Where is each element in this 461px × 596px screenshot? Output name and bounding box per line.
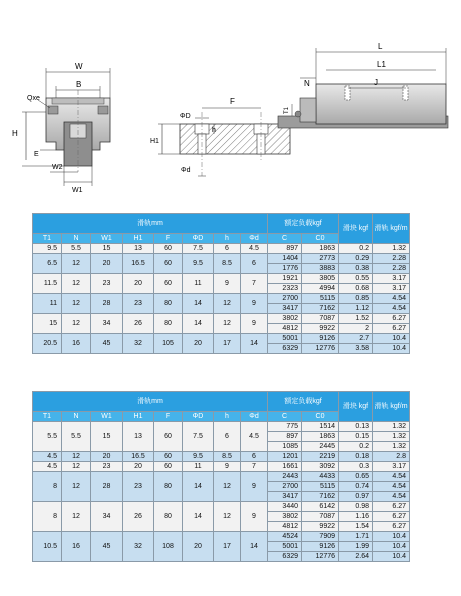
cell-f: 60 (154, 274, 183, 294)
cell-f: 105 (154, 334, 183, 354)
cell-rail-kgf: 2.28 (373, 254, 410, 264)
cell-block-kgf: 0.18 (339, 452, 373, 462)
cell-w1: 20 (91, 452, 123, 462)
cell-rail-kgf: 6.27 (373, 512, 410, 522)
col-header: T1 (33, 412, 62, 422)
cell-rail-kgf: 1.32 (373, 244, 410, 254)
cell-d: 20 (183, 334, 214, 354)
table-row (33, 274, 410, 284)
cell-d: 14 (183, 294, 214, 314)
load-header: 额定负载kgf (268, 214, 339, 234)
cell-c: 2323 (268, 284, 302, 294)
col-header: Φd (241, 234, 268, 244)
cell-c0: 4994 (302, 284, 339, 294)
col-header: W1 (91, 234, 123, 244)
rail-mm-header: 滑轨mm (33, 214, 268, 234)
cell-rail-kgf: 10.4 (373, 552, 410, 562)
table-row (33, 334, 410, 344)
cell-n: 12 (62, 452, 91, 462)
col-header: F (154, 412, 183, 422)
cell-c: 1201 (268, 452, 302, 462)
cell-block-kgf: 0.68 (339, 284, 373, 294)
label-L: L (378, 42, 383, 51)
cell-h: 12 (214, 294, 241, 314)
cell-d: 20 (183, 532, 214, 562)
cell-c0: 7162 (302, 492, 339, 502)
cell-t1: 4.5 (33, 462, 62, 472)
cell-f: 108 (154, 532, 183, 562)
cell-d: 7.5 (183, 422, 214, 452)
cell-d: 9 (241, 472, 268, 502)
cell-c: 3417 (268, 492, 302, 502)
cell-c: 5001 (268, 334, 302, 344)
cell-t1: 11 (33, 294, 62, 314)
cell-c0: 4433 (302, 472, 339, 482)
cell-block-kgf: 0.98 (339, 502, 373, 512)
cell-block-kgf: 0.2 (339, 244, 373, 254)
cell-h1: 13 (123, 244, 154, 254)
cell-d: 14 (183, 472, 214, 502)
cell-h1: 23 (123, 294, 154, 314)
cell-c: 1921 (268, 274, 302, 284)
cell-c0: 9922 (302, 522, 339, 532)
rail-weight-header: 滑轨 kgf/m (373, 392, 410, 422)
cell-c: 4812 (268, 324, 302, 334)
cell-c: 1085 (268, 442, 302, 452)
cell-c0: 7909 (302, 532, 339, 542)
cell-block-kgf: 0.2 (339, 442, 373, 452)
col-header: C (268, 234, 302, 244)
table-row (33, 502, 410, 512)
cell-block-kgf: 2.64 (339, 552, 373, 562)
cell-rail-kgf: 2.8 (373, 452, 410, 462)
label-N: N (304, 79, 310, 88)
cell-block-kgf: 0.13 (339, 422, 373, 432)
cell-h1: 32 (123, 334, 154, 354)
cell-rail-kgf: 6.27 (373, 502, 410, 512)
cell-block-kgf: 0.15 (339, 432, 373, 442)
cell-rail-kgf: 4.54 (373, 304, 410, 314)
cell-f: 80 (154, 502, 183, 532)
col-header: ΦD (183, 412, 214, 422)
cell-n: 12 (62, 314, 91, 334)
cell-n: 12 (62, 472, 91, 502)
label-phiD: ΦD (180, 113, 191, 120)
cell-h1: 13 (123, 422, 154, 452)
cell-w1: 23 (91, 462, 123, 472)
col-header: H1 (123, 412, 154, 422)
cell-block-kgf: 1.54 (339, 522, 373, 532)
table-row (33, 472, 410, 482)
cell-c: 4812 (268, 522, 302, 532)
side-view (278, 42, 448, 128)
cell-f: 80 (154, 472, 183, 502)
table-title-row (33, 392, 410, 412)
cell-h: 17 (214, 334, 241, 354)
cell-d: 14 (183, 502, 214, 532)
label-W2: W2 (52, 164, 63, 171)
cell-d: 9.5 (183, 452, 214, 462)
cell-c: 775 (268, 422, 302, 432)
cell-c: 3802 (268, 314, 302, 324)
cell-rail-kgf: 1.32 (373, 422, 410, 432)
cell-d: 7.5 (183, 244, 214, 254)
cell-c0: 7087 (302, 512, 339, 522)
cell-c: 6329 (268, 344, 302, 354)
cell-f: 60 (154, 452, 183, 462)
col-header: C (268, 412, 302, 422)
cell-rail-kgf: 10.4 (373, 334, 410, 344)
cell-f: 60 (154, 462, 183, 472)
cell-h1: 16.5 (123, 452, 154, 462)
cell-c0: 3883 (302, 264, 339, 274)
cell-block-kgf: 0.29 (339, 254, 373, 264)
cell-c0: 1514 (302, 422, 339, 432)
cell-rail-kgf: 4.54 (373, 294, 410, 304)
cell-d: 14 (241, 532, 268, 562)
table-title-row (33, 214, 410, 234)
col-header: h (214, 412, 241, 422)
cell-rail-kgf: 10.4 (373, 542, 410, 552)
cell-d: 4.5 (241, 422, 268, 452)
cell-c0: 3092 (302, 462, 339, 472)
cell-rail-kgf: 6.27 (373, 324, 410, 334)
cell-rail-kgf: 4.54 (373, 482, 410, 492)
label-T1: T1 (284, 106, 290, 114)
col-header: W1 (91, 412, 123, 422)
col-header: C0 (302, 412, 339, 422)
cell-c0: 9922 (302, 324, 339, 334)
cell-c0: 9126 (302, 542, 339, 552)
cell-h1: 26 (123, 502, 154, 532)
table1-body (33, 244, 410, 354)
cell-block-kgf: 3.58 (339, 344, 373, 354)
cell-d: 9 (241, 294, 268, 314)
cell-d: 7 (241, 274, 268, 294)
cell-c0: 7162 (302, 304, 339, 314)
cell-t1: 8 (33, 502, 62, 532)
cell-t1: 11.5 (33, 274, 62, 294)
col-header: T1 (33, 234, 62, 244)
cell-h: 9 (214, 462, 241, 472)
cell-rail-kgf: 4.54 (373, 492, 410, 502)
cell-rail-kgf: 6.27 (373, 314, 410, 324)
cell-c0: 2219 (302, 452, 339, 462)
cell-rail-kgf: 1.32 (373, 432, 410, 442)
cell-rail-kgf: 10.4 (373, 532, 410, 542)
cell-n: 12 (62, 294, 91, 314)
cell-c: 1776 (268, 264, 302, 274)
table-row (33, 462, 410, 472)
cell-block-kgf: 1.99 (339, 542, 373, 552)
cell-n: 12 (62, 462, 91, 472)
rail-weight-header: 滑轨 kgf/m (373, 214, 410, 244)
cell-block-kgf: 1.52 (339, 314, 373, 324)
col-header: h (214, 234, 241, 244)
cell-block-kgf: 1.12 (339, 304, 373, 314)
label-h: h (212, 127, 216, 134)
cell-c0: 6142 (302, 502, 339, 512)
cell-rail-kgf: 3.17 (373, 284, 410, 294)
cell-c: 5001 (268, 542, 302, 552)
cell-n: 12 (62, 274, 91, 294)
table2-body (33, 422, 410, 562)
cell-c0: 1863 (302, 432, 339, 442)
cell-c0: 7087 (302, 314, 339, 324)
cell-h: 17 (214, 532, 241, 562)
cell-n: 16 (62, 532, 91, 562)
cell-h1: 16.5 (123, 254, 154, 274)
cell-h: 6 (214, 244, 241, 254)
cell-f: 60 (154, 254, 183, 274)
col-header: Φd (241, 412, 268, 422)
cell-c0: 12776 (302, 552, 339, 562)
label-F: F (230, 97, 235, 106)
cell-rail-kgf: 3.17 (373, 274, 410, 284)
cell-c0: 2445 (302, 442, 339, 452)
cell-rail-kgf: 6.27 (373, 522, 410, 532)
cell-c: 897 (268, 244, 302, 254)
load-header: 额定负载kgf (268, 392, 339, 412)
cell-c: 1404 (268, 254, 302, 264)
cell-t1: 20.5 (33, 334, 62, 354)
end-view (12, 62, 110, 194)
cell-c: 6329 (268, 552, 302, 562)
label-phid: Φd (181, 167, 191, 174)
cell-h: 12 (214, 502, 241, 532)
cell-c0: 2773 (302, 254, 339, 264)
cell-n: 5.5 (62, 244, 91, 254)
cell-h: 9 (214, 274, 241, 294)
table-row (33, 532, 410, 542)
cell-d: 4.5 (241, 244, 268, 254)
cell-t1: 6.5 (33, 254, 62, 274)
cell-w1: 15 (91, 422, 123, 452)
cell-rail-kgf: 1.32 (373, 442, 410, 452)
label-L1: L1 (377, 60, 386, 69)
cell-w1: 28 (91, 294, 123, 314)
cell-w1: 15 (91, 244, 123, 254)
cell-t1: 5.5 (33, 422, 62, 452)
cell-t1: 9.5 (33, 244, 62, 254)
cell-w1: 20 (91, 254, 123, 274)
cell-w1: 28 (91, 472, 123, 502)
cell-f: 60 (154, 422, 183, 452)
table-row (33, 452, 410, 462)
cell-c: 3417 (268, 304, 302, 314)
cell-h1: 20 (123, 462, 154, 472)
cell-n: 12 (62, 254, 91, 274)
label-H: H (12, 129, 18, 138)
cell-block-kgf: 0.38 (339, 264, 373, 274)
cell-c0: 5115 (302, 482, 339, 492)
cell-t1: 15 (33, 314, 62, 334)
table-row (33, 294, 410, 304)
cell-d: 7 (241, 462, 268, 472)
cell-c: 2443 (268, 472, 302, 482)
cell-block-kgf: 1.71 (339, 532, 373, 542)
cell-d: 9.5 (183, 254, 214, 274)
cell-w1: 45 (91, 532, 123, 562)
cell-c: 4524 (268, 532, 302, 542)
cell-block-kgf: 0.65 (339, 472, 373, 482)
cell-d: 6 (241, 254, 268, 274)
cell-h1: 26 (123, 314, 154, 334)
cell-w1: 23 (91, 274, 123, 294)
label-E: E (34, 151, 39, 158)
col-header: H1 (123, 234, 154, 244)
cell-block-kgf: 0.74 (339, 482, 373, 492)
rail-section (150, 97, 290, 176)
label-W1: W1 (72, 187, 83, 194)
cell-n: 5.5 (62, 422, 91, 452)
label-W: W (75, 62, 83, 71)
cell-block-kgf: 2.7 (339, 334, 373, 344)
cell-block-kgf: 0.55 (339, 274, 373, 284)
cell-f: 80 (154, 294, 183, 314)
cell-d: 11 (183, 274, 214, 294)
cell-c: 1661 (268, 462, 302, 472)
cell-rail-kgf: 4.54 (373, 472, 410, 482)
cell-c: 2700 (268, 294, 302, 304)
block-weight-header: 滑块 kgf (339, 214, 373, 244)
spec-table-2 (32, 391, 410, 562)
cell-n: 12 (62, 502, 91, 532)
col-header: N (62, 234, 91, 244)
cell-c: 3802 (268, 512, 302, 522)
cell-block-kgf: 1.16 (339, 512, 373, 522)
cell-c0: 5115 (302, 294, 339, 304)
cell-c0: 3805 (302, 274, 339, 284)
cell-w1: 34 (91, 502, 123, 532)
table-row (33, 314, 410, 324)
cell-h1: 32 (123, 532, 154, 562)
cell-d: 11 (183, 462, 214, 472)
cell-w1: 34 (91, 314, 123, 334)
cell-h: 8.5 (214, 452, 241, 462)
cell-f: 80 (154, 314, 183, 334)
col-header: C0 (302, 234, 339, 244)
block-weight-header: 滑块 kgf (339, 392, 373, 422)
cell-h: 12 (214, 314, 241, 334)
cell-c: 3440 (268, 502, 302, 512)
cell-c: 2700 (268, 482, 302, 492)
table-row (33, 244, 410, 254)
cell-t1: 4.5 (33, 452, 62, 462)
cell-c: 897 (268, 432, 302, 442)
table-row (33, 254, 410, 264)
cell-d: 6 (241, 452, 268, 462)
col-header: F (154, 234, 183, 244)
cell-block-kgf: 0.85 (339, 294, 373, 304)
cell-block-kgf: 0.3 (339, 462, 373, 472)
cell-h1: 20 (123, 274, 154, 294)
cell-c0: 1863 (302, 244, 339, 254)
label-J: J (374, 78, 378, 87)
spec-table-1 (32, 213, 410, 354)
cell-block-kgf: 2 (339, 324, 373, 334)
rail-mm-header: 滑轨mm (33, 392, 268, 412)
cell-d: 14 (241, 334, 268, 354)
technical-drawing (0, 0, 461, 200)
cell-rail-kgf: 10.4 (373, 344, 410, 354)
cell-w1: 45 (91, 334, 123, 354)
cell-n: 16 (62, 334, 91, 354)
cell-block-kgf: 0.97 (339, 492, 373, 502)
cell-h: 8.5 (214, 254, 241, 274)
table-row (33, 422, 410, 432)
col-header: N (62, 412, 91, 422)
col-header: ΦD (183, 234, 214, 244)
cell-c0: 9126 (302, 334, 339, 344)
cell-d: 9 (241, 314, 268, 334)
label-H1: H1 (150, 138, 159, 145)
cell-h1: 23 (123, 472, 154, 502)
label-B: B (76, 80, 82, 89)
cell-h: 6 (214, 422, 241, 452)
cell-rail-kgf: 3.17 (373, 462, 410, 472)
cell-h: 12 (214, 472, 241, 502)
cell-d: 14 (183, 314, 214, 334)
cell-f: 60 (154, 244, 183, 254)
cell-c0: 12776 (302, 344, 339, 354)
label-Qxe: Qxe (27, 95, 40, 102)
cell-rail-kgf: 2.28 (373, 264, 410, 274)
cell-t1: 8 (33, 472, 62, 502)
cell-d: 9 (241, 502, 268, 532)
cell-t1: 10.5 (33, 532, 62, 562)
